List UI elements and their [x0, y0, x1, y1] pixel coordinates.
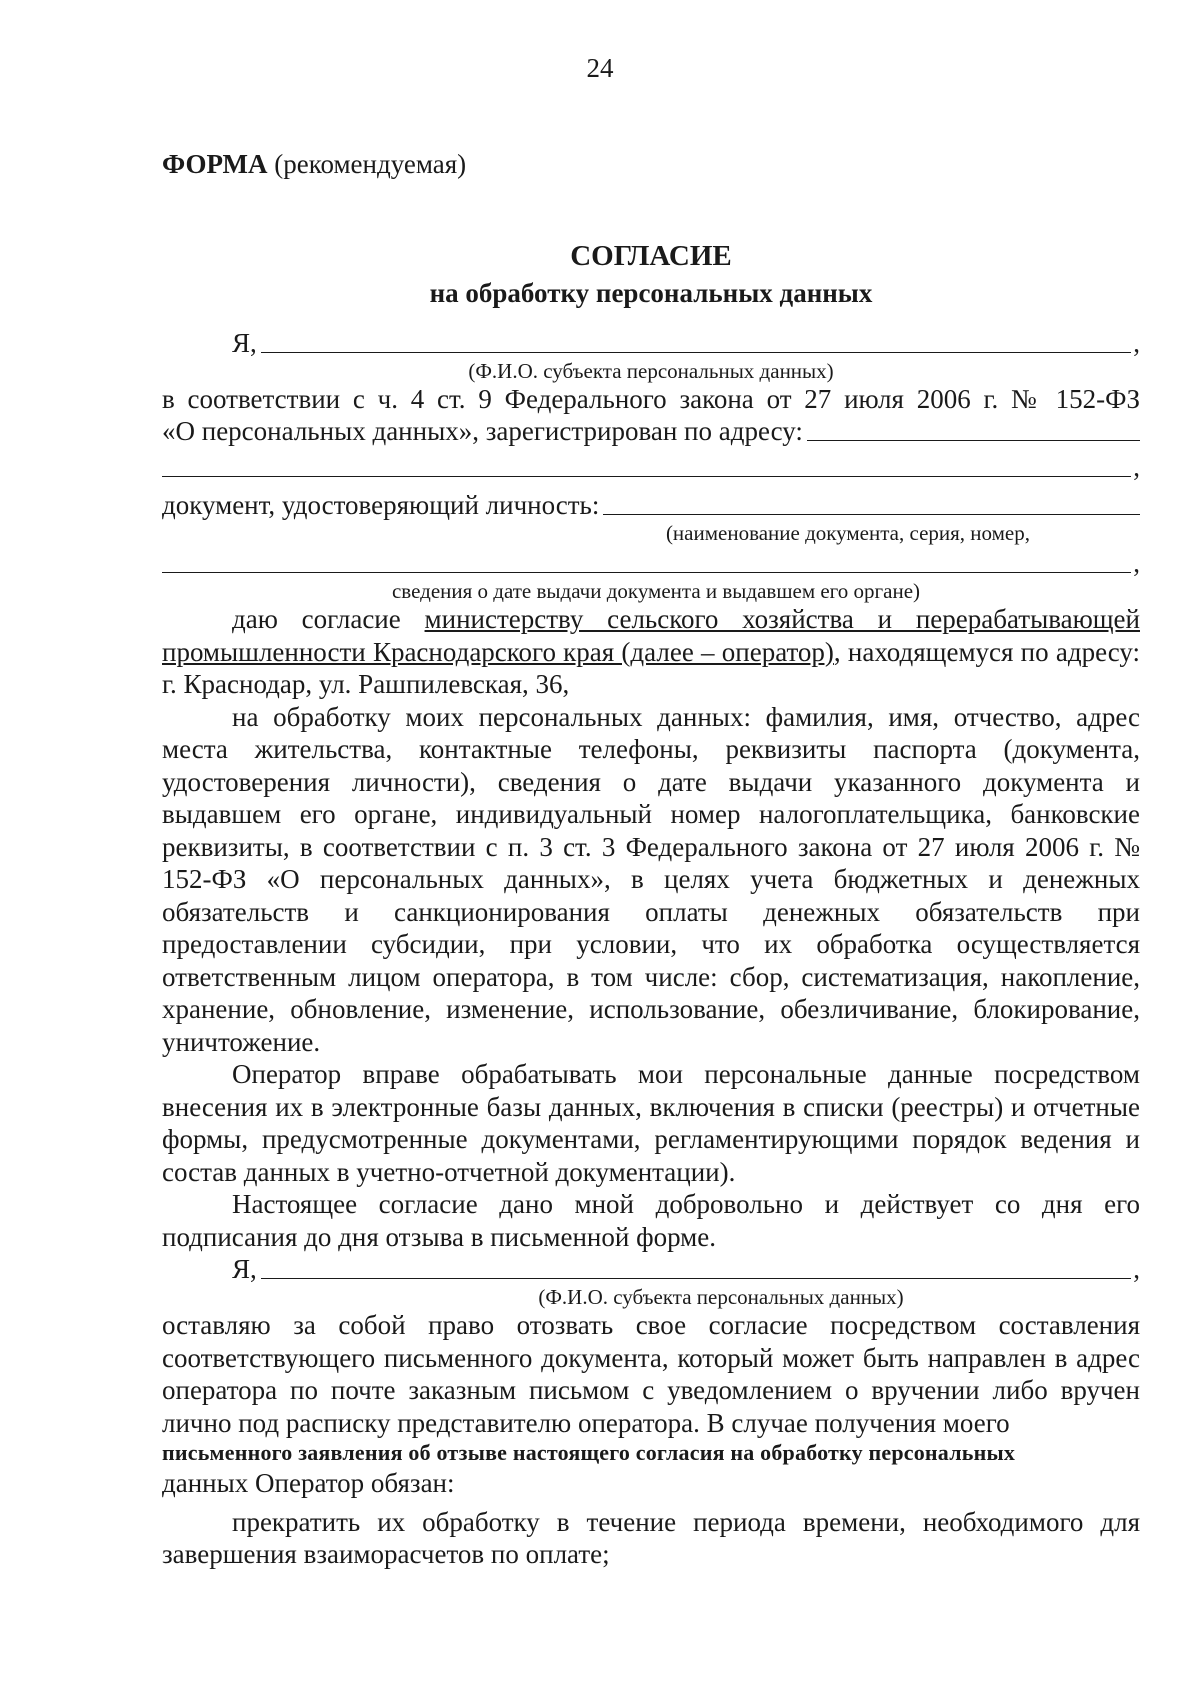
operator-name-1: министерству сельского хозяйства и перерабатывающей: [424, 604, 1140, 634]
revoke-end: данных Оператор обязан:: [162, 1468, 455, 1498]
hint-doc-2: сведения о дате выдачи документа и выдавшем его органе): [391, 579, 921, 603]
doc-label: документ, удостоверяющий личность:: [162, 489, 600, 520]
fio-field-row-1: [162, 327, 1140, 359]
consent-text-2: , находящемуся по адресу: г. Краснодар, ул. Рашпилевская, 36,: [162, 636, 1140, 699]
fio-input-line-2[interactable]: [261, 1277, 1131, 1279]
revoke-small-line: письменного заявления об отзыве настоящего согласия на обработку персональных: [162, 1440, 1016, 1465]
operator-name-2: промышленности Краснодарского края (далее – оператор): [162, 636, 834, 667]
address-row-2: [162, 451, 1140, 483]
hint-fio-2: (Ф.И.О. субъекта персональных данных): [538, 1285, 904, 1309]
operator-rights-paragraph: Оператор вправе обрабатывать мои персональные данные посредством внесения их в электронные базы данных, включения в списки (реестры) и отчетные формы, предусмотренные документами, регламентирующими порядок ведения и состав данных в учетно-отчетной документации).: [162, 1059, 1140, 1187]
processing-paragraph: на обработку моих персональных данных: фамилия, имя, отчество, адрес места жительства, контактные телефоны, реквизиты паспорта (документа, удостоверения личности), сведения о дате выдачи указанного документа и выдавшем его органе, индивидуальный номер налогоплательщика, банковские реквизиты, в соответствии с п. 3 ст. 3 Федерального закона от 27 июля 2006 г. № 152-ФЗ «О персональных данных», в целях учета бюджетных и денежных обязательств и санкционирования оплаты денежных обязательств при предоставлении субсидии, при условии, что их обработка осуществляется ответственным лицом оператора, в том числе: сбор, систематизация, накопление, хранение, обновление, изменение, использование, обезличивание, блокирование, уничтожение.: [162, 701, 1140, 1057]
comma: ,: [1133, 327, 1140, 358]
address-input-line-2[interactable]: [162, 475, 1131, 477]
comma: ,: [1133, 1253, 1140, 1284]
voluntary-paragraph: Настоящее согласие дано мной добровольно и действует со дня его подписания до дня отзыва в письменной форме.: [162, 1189, 1140, 1252]
document-row: [162, 489, 1140, 521]
law-line: в соответствии с ч. 4 ст. 9 Федерального закона от 27 июля 2006 г. № 152-ФЗ: [162, 384, 1140, 414]
fio-input-line-1[interactable]: [261, 351, 1131, 353]
address-input-line-1[interactable]: [807, 439, 1140, 441]
comma: ,: [1133, 547, 1140, 578]
form-heading-note: (рекомендуемая): [267, 149, 467, 179]
consent-paragraph: [162, 603, 1140, 701]
document-body: [162, 148, 1140, 1571]
ya-label: Я,: [232, 327, 257, 358]
revoke-paragraph: оставляю за собой право отозвать свое согласие посредством составления соответствующего письменного документа, который может быть направлен в адрес оператора по почте заказным письмом с уведомлением о вручении либо вручен лично под расписку представителю оператора. В случае получения моего: [162, 1310, 1140, 1438]
address-label: «О персональных данных», зарегистрирован по адресу:: [162, 415, 803, 446]
form-heading: [162, 148, 1140, 181]
document-row-2: [162, 547, 1140, 579]
ya-label-2: Я,: [232, 1253, 257, 1284]
document-subtitle: на обработку персональных данных: [429, 277, 873, 308]
doc-input-line-2[interactable]: [162, 571, 1131, 573]
fio-field-row-2: [162, 1253, 1140, 1285]
consent-text-1: даю согласие: [232, 604, 425, 634]
doc-input-line-1[interactable]: [603, 513, 1140, 515]
page-number: 24: [586, 53, 614, 83]
hint-fio-1: (Ф.И.О. субъекта персональных данных): [468, 359, 834, 383]
hint-doc-1: (наименование документа, серия, номер,: [665, 521, 1030, 545]
document-title: СОГЛАСИЕ: [570, 239, 732, 272]
comma: ,: [1133, 451, 1140, 482]
stop-processing-paragraph: прекратить их обработку в течение периода времени, необходимого для завершения взаиморасчетов по оплате;: [162, 1506, 1140, 1569]
form-heading-bold: ФОРМА: [162, 149, 268, 179]
address-row: [162, 415, 1140, 447]
